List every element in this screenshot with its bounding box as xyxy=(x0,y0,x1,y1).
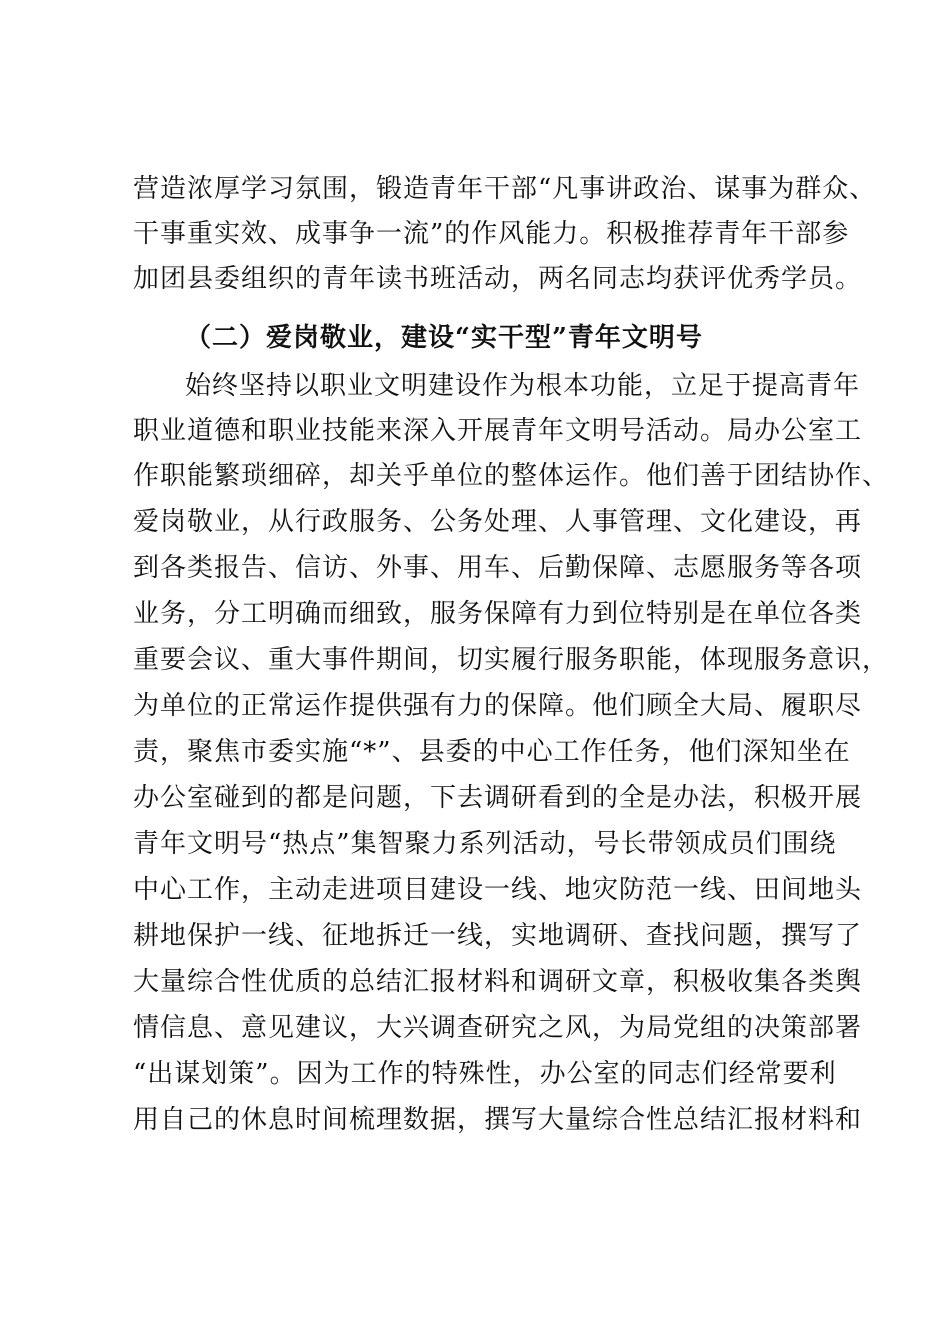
paragraph-line: 重要会议、重大事件期间，切实履行服务职能，体现服务意识， xyxy=(133,645,890,675)
section-heading: （二）爱岗敬业，建设“实干型”青年文明号 xyxy=(185,323,703,353)
paragraph-line: 干事重实效、成事争一流”的作风能力。积极推荐青年干部参 xyxy=(133,219,850,249)
paragraph-line: 爱岗敬业，从行政服务、公务处理、人事管理、文化建设，再 xyxy=(133,507,863,537)
paragraph-line: 职业道德和职业技能来深入开展青年文明号活动。局办公室工 xyxy=(133,416,863,446)
paragraph-line: 到各类报告、信访、外事、用车、后勤保障、志愿服务等各项 xyxy=(133,553,863,583)
paragraph-line: 营造浓厚学习氛围，锻造青年干部“凡事讲政治、谋事为群众、 xyxy=(133,174,877,204)
paragraph-line: 始终坚持以职业文明建设作为根本功能，立足于提高青年 xyxy=(185,371,861,401)
paragraph-line: 耕地保护一线、征地拆迁一线，实地调研、查找问题，撰写了 xyxy=(133,921,863,951)
paragraph-line: 责，聚焦市委实施“*”、县委的中心工作任务，他们深知坐在 xyxy=(133,737,851,767)
paragraph-line: 大量综合性优质的总结汇报材料和调研文章，积极收集各类舆 xyxy=(133,967,863,997)
paragraph-line: 用自己的休息时间梳理数据，撰写大量综合性总结汇报材料和 xyxy=(133,1105,863,1135)
paragraph-line: 为单位的正常运作提供强有力的保障。他们顾全大局、履职尽 xyxy=(133,691,863,721)
paragraph-line: 作职能繁琐细碎，却关乎单位的整体运作。他们善于团结协作、 xyxy=(133,461,890,491)
paragraph-line: 加团县委组织的青年读书班活动，两名同志均获评优秀学员。 xyxy=(133,264,863,294)
paragraph-line: 青年文明号“热点”集智聚力系列活动，号长带领成员们围绕 xyxy=(133,829,837,859)
paragraph-line: 业务，分工明确而细致，服务保障有力到位特别是在单位各类 xyxy=(133,599,863,629)
paragraph-line: 中心工作，主动走进项目建设一线、地灾防范一线、田间地头 xyxy=(133,875,863,905)
paragraph-line: “出谋划策”。因为工作的特殊性，办公室的同志们经常要利 xyxy=(133,1059,837,1089)
paragraph-line: 办公室碰到的都是问题，下去调研看到的全是办法，积极开展 xyxy=(133,783,863,813)
paragraph-line: 情信息、意见建议，大兴调查研究之风，为局党组的决策部署 xyxy=(133,1013,863,1043)
